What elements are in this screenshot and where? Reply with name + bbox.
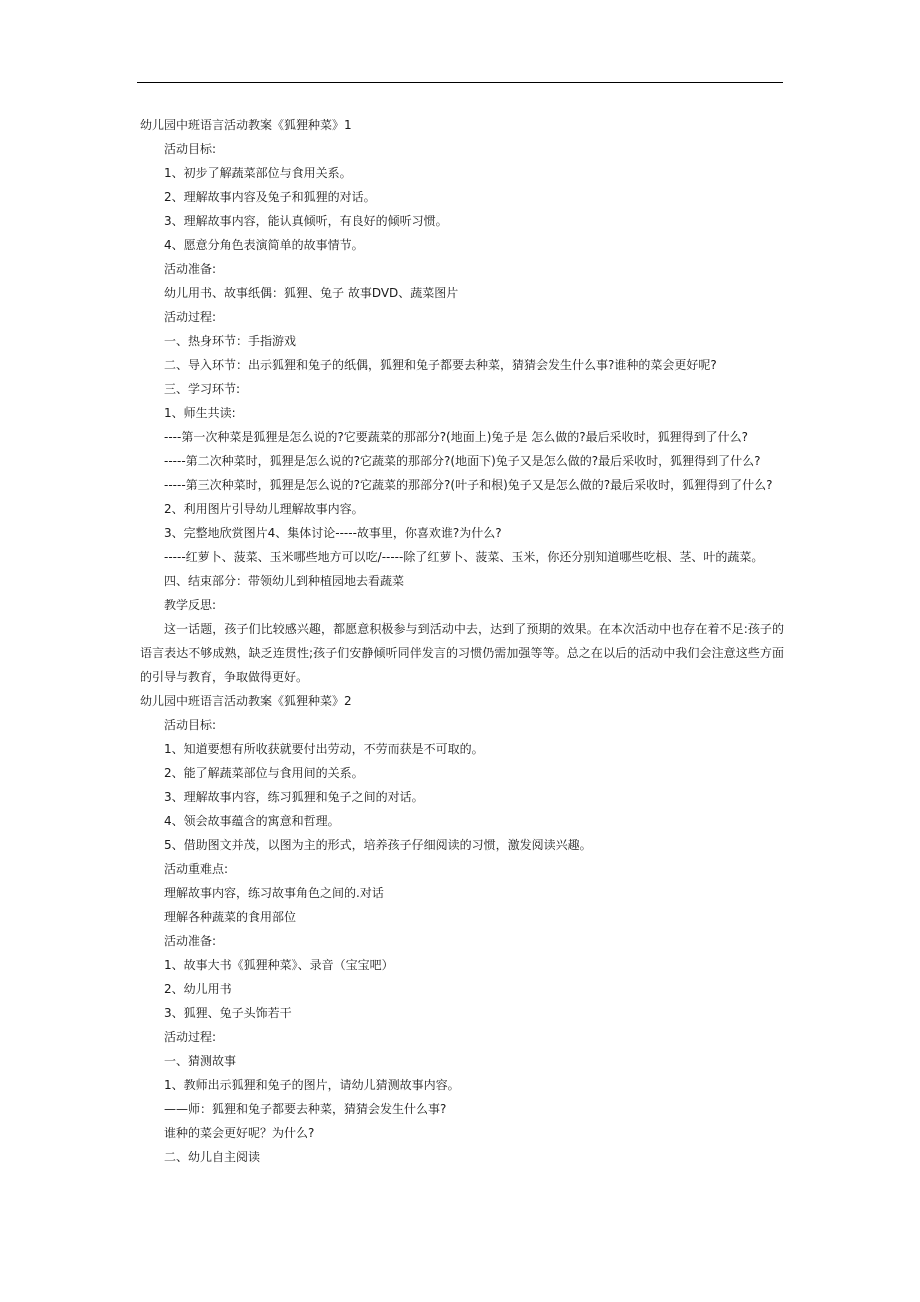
section-2-line: 活动重难点:	[164, 862, 229, 876]
section-2-line: ——师：狐狸和兔子都要去种菜，猜猜会发生什么事?	[164, 1102, 447, 1116]
document-body	[140, 113, 784, 1169]
header-rule	[137, 82, 783, 83]
section-1-line: 3、完整地欣赏图片4、集体讨论-----故事里，你喜欢谁?为什么?	[164, 526, 502, 540]
section-1-line: 3、理解故事内容，能认真倾听，有良好的倾听习惯。	[164, 214, 448, 228]
section-2-line: 理解故事内容，练习故事角色之间的.对话	[164, 886, 384, 900]
section-2-line: 1、故事大书《狐狸种菜》、录音（宝宝吧）	[164, 958, 394, 972]
section-2-line: 活动目标:	[164, 718, 217, 732]
section-2-line: 活动过程:	[164, 1030, 217, 1044]
section-1-reflection: 这一话题，孩子们比较感兴趣，都愿意积极参与到活动中去，达到了预期的效果。在本次活动中也存在着不足:孩子的语言表达不够成熟，缺乏连贯性;孩子们安静倾听同伴发言的习惯仍需加强等等。总之在以后的活动中我们会注意这些方面的引导与教育，争取做得更好。	[140, 622, 784, 684]
section-2-line: 活动准备:	[164, 934, 217, 948]
section-1-line: 1、师生共读:	[164, 406, 236, 420]
section-2-line: 1、教师出示狐狸和兔子的图片，请幼儿猜测故事内容。	[164, 1078, 460, 1092]
section-1-line: ----第一次种菜是狐狸是怎么说的?它要蔬菜的那部分?(地面上)兔子是 怎么做的?最后采收时，狐狸得到了什么?	[164, 430, 748, 444]
section-2-line: 1、知道要想有所收获就要付出劳动，不劳而获是不可取的。	[164, 742, 484, 756]
section-1-line: 二、导入环节：出示狐狸和兔子的纸偶，狐狸和兔子都要去种菜，猜猜会发生什么事?谁种的菜会更好呢?	[164, 358, 717, 372]
section-1-line: -----红萝卜、菠菜、玉米哪些地方可以吃/-----除了红萝卜、菠菜、玉米，你还分别知道哪些吃根、茎、叶的蔬菜。	[164, 550, 764, 564]
section-1-line: 教学反思:	[164, 598, 217, 612]
section-2-line: 5、借助图文并茂，以图为主的形式，培养孩子仔细阅读的习惯，激发阅读兴趣。	[164, 838, 592, 852]
section-1-line: 1、初步了解蔬菜部位与食用关系。	[164, 166, 352, 180]
section-1-line: 2、利用图片引导幼儿理解故事内容。	[164, 502, 364, 516]
section-2-line: 2、能了解蔬菜部位与食用间的关系。	[164, 766, 364, 780]
section-1-line: 四、结束部分：带领幼儿到种植园地去看蔬菜	[164, 574, 405, 588]
section-2-line: 3、狐狸、兔子头饰若干	[164, 1006, 292, 1020]
section-1-line: 2、理解故事内容及兔子和狐狸的对话。	[164, 190, 376, 204]
section-1-line: 活动过程:	[164, 310, 217, 324]
section-1-title: 幼儿园中班语言活动教案《狐狸种菜》1	[140, 118, 352, 132]
section-2-line: 二、幼儿自主阅读	[164, 1150, 261, 1164]
section-1-line: -----第二次种菜时，狐狸是怎么说的?它蔬菜的那部分?(地面下)兔子又是怎么做的?最后采收时，狐狸得到了什么?	[164, 454, 761, 468]
section-1-line: -----第三次种菜时，狐狸是怎么说的?它蔬菜的那部分?(叶子和根)兔子又是怎么做的?最后采收时，狐狸得到了什么?	[164, 478, 773, 492]
section-1-line: 幼儿用书、故事纸偶：狐狸、兔子 故事DVD、蔬菜图片	[164, 286, 459, 300]
section-2-line: 4、领会故事蕴含的寓意和哲理。	[164, 814, 340, 828]
section-2-line: 2、幼儿用书	[164, 982, 232, 996]
section-1-line: 一、热身环节：手指游戏	[164, 334, 297, 348]
section-2-line: 谁种的菜会更好呢？为什么?	[164, 1126, 315, 1140]
section-1-line: 4、愿意分角色表演简单的故事情节。	[164, 238, 364, 252]
section-2-line: 理解各种蔬菜的食用部位	[164, 910, 297, 924]
section-2-line: 3、理解故事内容，练习狐狸和兔子之间的对话。	[164, 790, 424, 804]
section-2-title: 幼儿园中班语言活动教案《狐狸种菜》2	[140, 694, 352, 708]
section-1-line: 三、学习环节:	[164, 382, 241, 396]
section-2-line: 一、猜测故事	[164, 1054, 237, 1068]
section-1-line: 活动准备:	[164, 262, 217, 276]
section-1-line: 活动目标:	[164, 142, 217, 156]
